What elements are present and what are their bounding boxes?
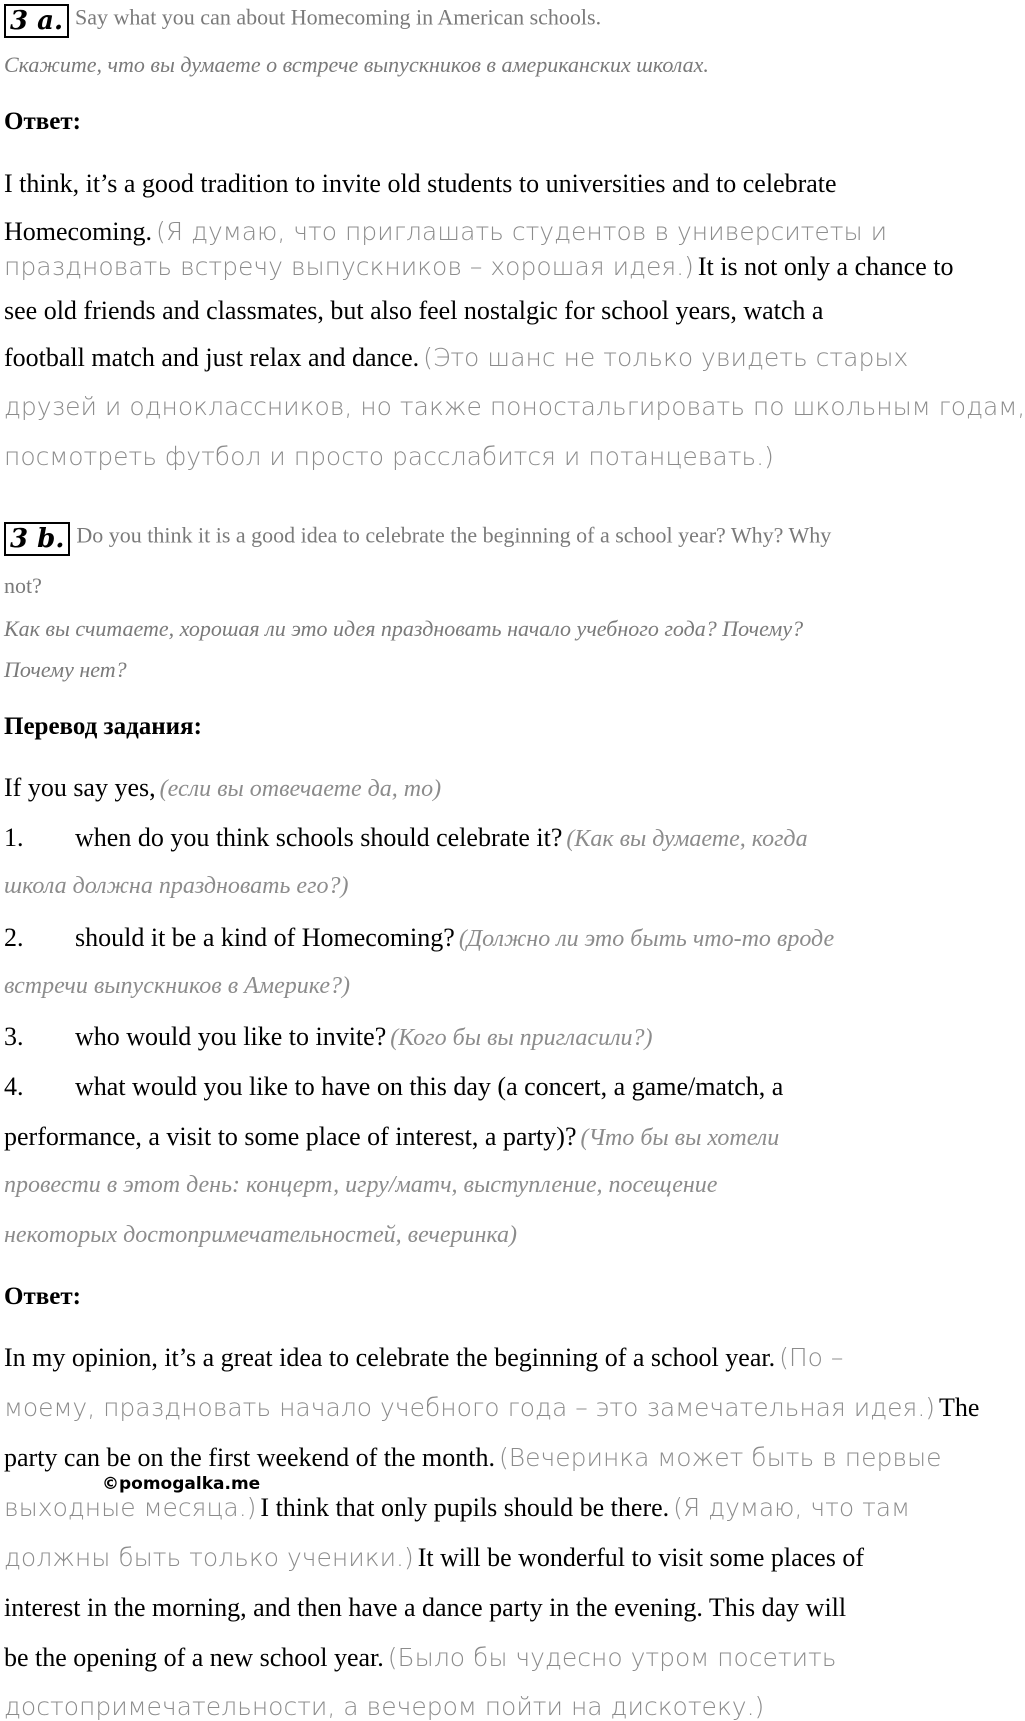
answer-a-line-5: football match and just relax and dance. (Это шанс не только увидеть старых bbox=[4, 343, 909, 372]
answer-a-line-6: друзей и одноклассников, но также поностальгировать по школьным годам, bbox=[4, 392, 1025, 421]
answer-a-line-4: see old friends and classmates, but also feel nostalgic for school years, watch a bbox=[4, 296, 824, 325]
list-item-cont: школа должна праздновать его?) bbox=[4, 873, 349, 899]
answer-b-line-5: должны быть только ученики.) It will be wonderful to visit some places of bbox=[4, 1543, 864, 1572]
list-item-cont: performance, a visit to some place of interest, a party)? (Что бы вы хотели bbox=[4, 1122, 780, 1151]
task-b-prompt-ru-1: Как вы считаете, хорошая ли это идея праздновать начало учебного года? Почему? bbox=[4, 616, 804, 641]
answer-a-line-7: посмотреть футбол и просто расслабится и потанцевать.) bbox=[4, 442, 774, 471]
task-a-prompt: Say what you can about Homecoming in American schools. bbox=[75, 4, 602, 30]
task-a-header bbox=[4, 4, 601, 38]
task-b-prompt-ru-2: Почему нет? bbox=[4, 657, 127, 682]
answer-b-line-2: моему, праздновать начало учебного года – это замечательная идея.) The bbox=[4, 1393, 980, 1422]
task-a-badge: 3 a. bbox=[4, 4, 69, 38]
list-item-cont: встречи выпускников в Америке?) bbox=[4, 973, 351, 999]
list-item: 4. what would you like to have on this day (a concert, a game/match, a bbox=[4, 1072, 784, 1101]
answer-a-line-1: I think, it’s a good tradition to invite old students to universities and to celebrate bbox=[4, 169, 837, 198]
list-item: 2. should it be a kind of Homecoming? (Должно ли это быть что-то вроде bbox=[4, 923, 835, 952]
task-b-prompt: Do you think it is a good idea to celebrate the beginning of a school year? Why? Why bbox=[76, 522, 832, 548]
task-b-prompt-cont: not? bbox=[4, 573, 42, 598]
task-a-prompt-ru: Скажите, что вы думаете о встрече выпускников в американских школах. bbox=[4, 52, 709, 77]
answer-heading: Ответ: bbox=[4, 108, 81, 135]
answer-b-line-4: выходные месяца.) I think that only pupils should be there. (Я думаю, что там bbox=[4, 1493, 910, 1522]
task-b-header bbox=[4, 522, 831, 556]
answer-a-line-2: Homecoming. (Я думаю, что приглашать студентов в университеты и bbox=[4, 217, 888, 246]
answer-b-line-7: be the opening of a new school year. (Было бы чудесно утром посетить bbox=[4, 1643, 837, 1672]
list-item: 1. when do you think schools should celebrate it? (Как вы думаете, когда bbox=[4, 823, 808, 852]
translation-heading: Перевод задания: bbox=[4, 713, 202, 740]
answer-a-line-3: праздновать встречу выпускников – хорошая идея.) It is not only a chance to bbox=[4, 252, 954, 281]
watermark: ©pomogalka.me bbox=[102, 1474, 261, 1494]
task-b-badge: 3 b. bbox=[4, 522, 70, 556]
list-item-cont: провести в этот день: концерт, игру/матч, выступление, посещение bbox=[4, 1172, 718, 1198]
list-item-cont: некоторых достопримечательностей, вечеринка) bbox=[4, 1222, 518, 1248]
answer-b-line-6: interest in the morning, and then have a dance party in the evening. This day will bbox=[4, 1593, 847, 1622]
list-item: 3. who would you like to invite? (Кого бы вы пригласили?) bbox=[4, 1022, 653, 1051]
answer-b-line-8: достопримечательности, а вечером пойти на дискотеку.) bbox=[4, 1692, 765, 1721]
answer-heading: Ответ: bbox=[4, 1283, 81, 1310]
translation-intro: If you say yes, (если вы отвечаете да, то) bbox=[4, 773, 442, 802]
answer-b-line-3: party can be on the first weekend of the month. (Вечеринка может быть в первые bbox=[4, 1443, 942, 1472]
answer-b-line-1: In my opinion, it’s a great idea to celebrate the beginning of a school year. (По – bbox=[4, 1343, 844, 1372]
